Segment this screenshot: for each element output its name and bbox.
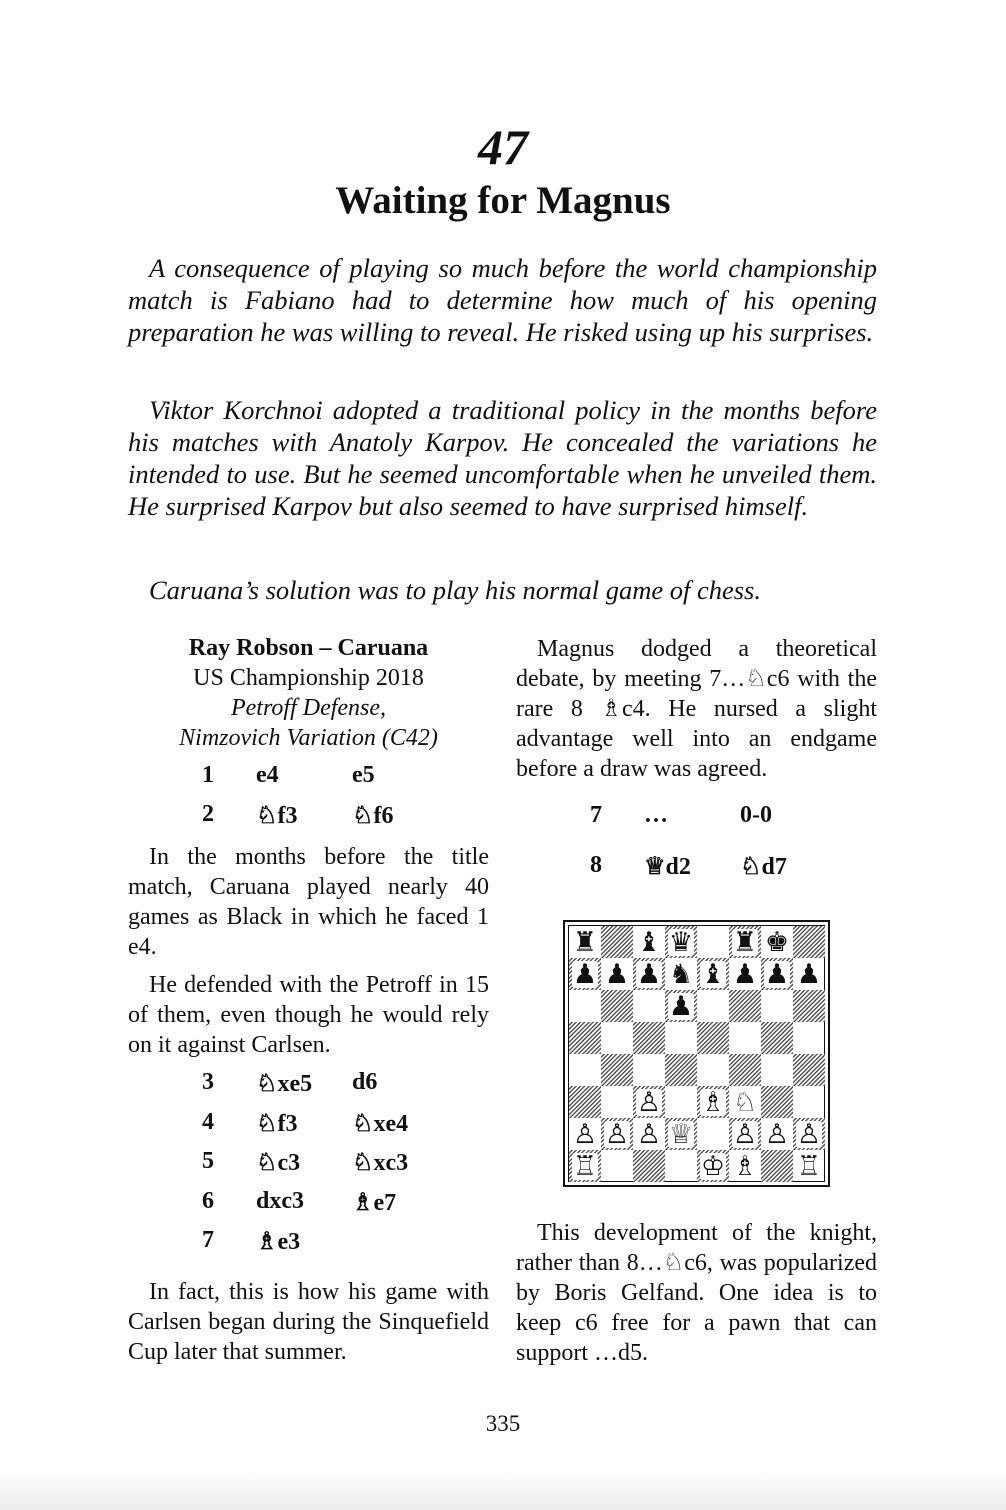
- white-move: ♘f3: [256, 1111, 298, 1137]
- board-square: [569, 990, 601, 1022]
- chess-piece: ♚: [764, 926, 790, 958]
- board-square: [761, 1150, 793, 1182]
- board-square: [729, 926, 761, 958]
- board-square: [697, 1022, 729, 1054]
- board-square: [697, 1086, 729, 1118]
- board-square: [729, 1150, 761, 1182]
- move-number: 1: [202, 762, 214, 788]
- board-square: [601, 958, 633, 990]
- board-square: [601, 1086, 633, 1118]
- board-square: [761, 990, 793, 1022]
- board-square: [761, 1118, 793, 1150]
- board-square: [697, 1118, 729, 1150]
- board-square: [697, 926, 729, 958]
- game-header: [128, 633, 489, 753]
- board-square: [633, 990, 665, 1022]
- board-square: [601, 926, 633, 958]
- page-number: 335: [485, 1411, 521, 1436]
- chess-piece: ♕: [668, 1118, 694, 1150]
- intro-paragraph: Viktor Korchnoi adopted a traditional policy in the months before his matches with Anatoly Karpov. He concealed the variations he intended to use. But he seemed uncomfortable when he unveiled them. He surprised Karpov but also seemed to have surprised himself.: [128, 395, 877, 521]
- left-paragraph: In fact, this is how his game with Carlsen began during the Sinquefield Cup later that summer.: [128, 1279, 489, 1365]
- chess-piece: ♙: [796, 1118, 822, 1150]
- board-square: [601, 1022, 633, 1054]
- right-paragraph: This development of the knight, rather than 8…♘c6, was popularized by Boris Gelfand. One idea is to keep c6 free for a pawn that can support …d5.: [516, 1220, 877, 1366]
- move-number: 2: [202, 801, 214, 827]
- board-square: [633, 1022, 665, 1054]
- board-square: [761, 1022, 793, 1054]
- board-square: [697, 990, 729, 1022]
- chess-piece: ♟: [636, 958, 662, 990]
- board-square: [633, 1118, 665, 1150]
- board-square: [697, 1054, 729, 1086]
- right-paragraph: Magnus dodged a theoretical debate, by meeting 7…♘c6 with the rare 8 ♗c4. He nursed a slight advantage well into an endgame before a draw was agreed.: [516, 636, 877, 782]
- board-square: [569, 958, 601, 990]
- chess-piece: ♖: [796, 1150, 822, 1182]
- chess-piece: ♟: [732, 958, 758, 990]
- board-square: [633, 1150, 665, 1182]
- game-players: Ray Robson – Caruana: [188, 635, 429, 661]
- board-square: [729, 1118, 761, 1150]
- board-square: [633, 1054, 665, 1086]
- black-move: 0-0: [740, 802, 772, 828]
- chess-board-grid: [568, 925, 825, 1182]
- black-move: e5: [352, 762, 375, 788]
- white-move: ♘xe5: [256, 1071, 313, 1097]
- board-square: [793, 926, 825, 958]
- board-square: [761, 1054, 793, 1086]
- chess-piece: ♜: [572, 926, 598, 958]
- board-square: [569, 1118, 601, 1150]
- chess-piece: ♙: [732, 1118, 758, 1150]
- black-move: ♘xc3: [352, 1150, 409, 1176]
- chess-piece: ♟: [796, 958, 822, 990]
- chess-piece: ♗: [732, 1150, 758, 1182]
- chess-piece: ♘: [732, 1086, 758, 1118]
- chess-piece: ♙: [636, 1086, 662, 1118]
- board-square: [665, 1086, 697, 1118]
- left-paragraph: He defended with the Petroff in 15 of them, even though he would rely on it against Carlsen.: [128, 972, 489, 1058]
- board-square: [569, 1086, 601, 1118]
- black-move: ♘f6: [352, 803, 394, 829]
- board-square: [729, 1086, 761, 1118]
- board-square: [665, 1022, 697, 1054]
- board-square: [601, 1150, 633, 1182]
- white-move: ♘c3: [256, 1150, 301, 1176]
- move-number: 7: [590, 802, 602, 828]
- move-number: 4: [202, 1109, 214, 1135]
- white-move: …: [644, 802, 668, 828]
- board-square: [601, 1054, 633, 1086]
- chess-piece: ♟: [668, 990, 694, 1022]
- chess-piece: ♛: [668, 926, 694, 958]
- board-square: [665, 1150, 697, 1182]
- board-square: [761, 1086, 793, 1118]
- board-square: [697, 958, 729, 990]
- board-square: [729, 958, 761, 990]
- chess-piece: ♝: [636, 926, 662, 958]
- board-square: [665, 958, 697, 990]
- white-move: e4: [256, 762, 279, 788]
- chapter-number: 47: [478, 119, 528, 175]
- board-square: [729, 1054, 761, 1086]
- black-move: ♘d7: [740, 854, 787, 880]
- board-square: [601, 1118, 633, 1150]
- page-bottom-shade: [0, 1470, 1006, 1510]
- chess-piece: ♜: [732, 926, 758, 958]
- chess-piece: ♗: [700, 1086, 726, 1118]
- game-opening-variation: Nimzovich Variation (C42): [179, 725, 438, 751]
- board-square: [569, 926, 601, 958]
- board-square: [793, 1118, 825, 1150]
- board-square: [793, 958, 825, 990]
- chess-piece: ♙: [572, 1118, 598, 1150]
- white-move: ♕d2: [644, 854, 691, 880]
- game-event: US Championship 2018: [193, 665, 424, 691]
- chess-piece: ♙: [636, 1118, 662, 1150]
- chess-piece: ♔: [700, 1150, 726, 1182]
- board-square: [665, 1118, 697, 1150]
- chess-piece: ♙: [764, 1118, 790, 1150]
- chess-piece: ♟: [764, 958, 790, 990]
- left-paragraph: In the months before the title match, Caruana played nearly 40 games as Black in which he faced 1 e4.: [128, 844, 489, 960]
- move-number: 3: [202, 1069, 214, 1095]
- black-move: ♗e7: [352, 1190, 397, 1216]
- board-square: [633, 958, 665, 990]
- board-square: [633, 1086, 665, 1118]
- board-square: [793, 1086, 825, 1118]
- board-square: [665, 1054, 697, 1086]
- board-square: [793, 1022, 825, 1054]
- black-move: d6: [352, 1069, 378, 1095]
- board-square: [569, 1022, 601, 1054]
- board-square: [569, 1150, 601, 1182]
- board-square: [665, 926, 697, 958]
- board-square: [633, 926, 665, 958]
- chess-piece: ♝: [700, 958, 726, 990]
- board-square: [601, 990, 633, 1022]
- chess-board-diagram: [563, 920, 830, 1187]
- chess-piece: ♙: [604, 1118, 630, 1150]
- board-square: [569, 1054, 601, 1086]
- game-opening: Petroff Defense,: [230, 695, 387, 721]
- board-square: [665, 990, 697, 1022]
- chapter-title: Waiting for Magnus: [335, 179, 671, 222]
- black-move: ♘xe4: [352, 1111, 409, 1137]
- move-number: 8: [590, 852, 602, 878]
- board-square: [761, 926, 793, 958]
- board-square: [697, 1150, 729, 1182]
- chess-piece: ♟: [604, 958, 630, 990]
- intro-paragraph: A consequence of playing so much before the world championship match is Fabiano had to determine how much of his opening preparation he was willing to reveal. He risked using up his surprises.: [128, 253, 877, 347]
- move-number: 6: [202, 1188, 214, 1214]
- move-number: 7: [202, 1227, 214, 1253]
- move-number: 5: [202, 1148, 214, 1174]
- chess-piece: ♞: [668, 958, 694, 990]
- board-square: [793, 990, 825, 1022]
- board-square: [761, 958, 793, 990]
- intro-paragraph: Caruana’s solution was to play his normal game of chess.: [149, 575, 761, 605]
- board-square: [729, 990, 761, 1022]
- white-move: ♗e3: [256, 1229, 301, 1255]
- chess-piece: ♖: [572, 1150, 598, 1182]
- board-square: [793, 1150, 825, 1182]
- white-move: dxc3: [256, 1188, 304, 1214]
- chess-piece: ♟: [572, 958, 598, 990]
- white-move: ♘f3: [256, 803, 298, 829]
- board-square: [729, 1022, 761, 1054]
- board-square: [793, 1054, 825, 1086]
